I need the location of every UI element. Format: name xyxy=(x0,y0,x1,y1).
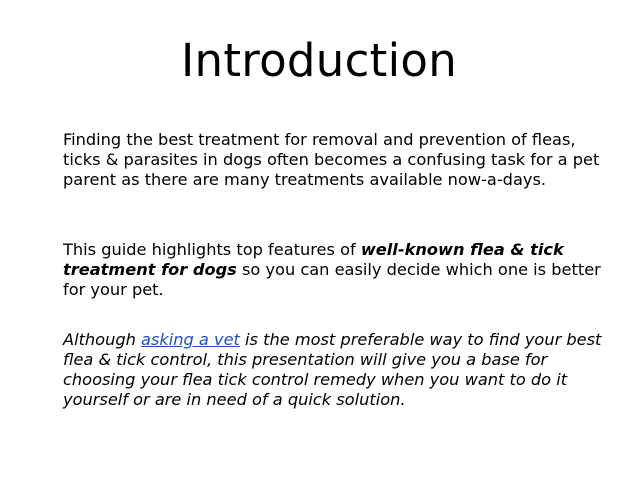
vet-text-start: Although xyxy=(63,330,142,349)
guide-text-start: This guide highlights top features of xyxy=(63,240,361,259)
slide-title: Introduction xyxy=(180,34,458,87)
vet-text-end: is the most preferable way to find your best flea & tick control, this presentation will give you a base for choosing your flea tick control remedy when you want to do it yourself or are in need of a quick solution. xyxy=(63,330,602,409)
guide-text-end: so you can easily decide which one is better for your pet. xyxy=(63,260,601,299)
vet-paragraph xyxy=(63,330,603,410)
guide-emphasis: well-known flea & tick treatment for dogs xyxy=(63,240,564,279)
asking-a-vet-link[interactable]: asking a vet xyxy=(141,330,240,349)
intro-paragraph: Finding the best treatment for removal and prevention of fleas, ticks & parasites in dogs often becomes a confusing task for a pet parent as there are many treatments available now-a-days. xyxy=(63,130,600,189)
guide-paragraph xyxy=(63,240,603,300)
